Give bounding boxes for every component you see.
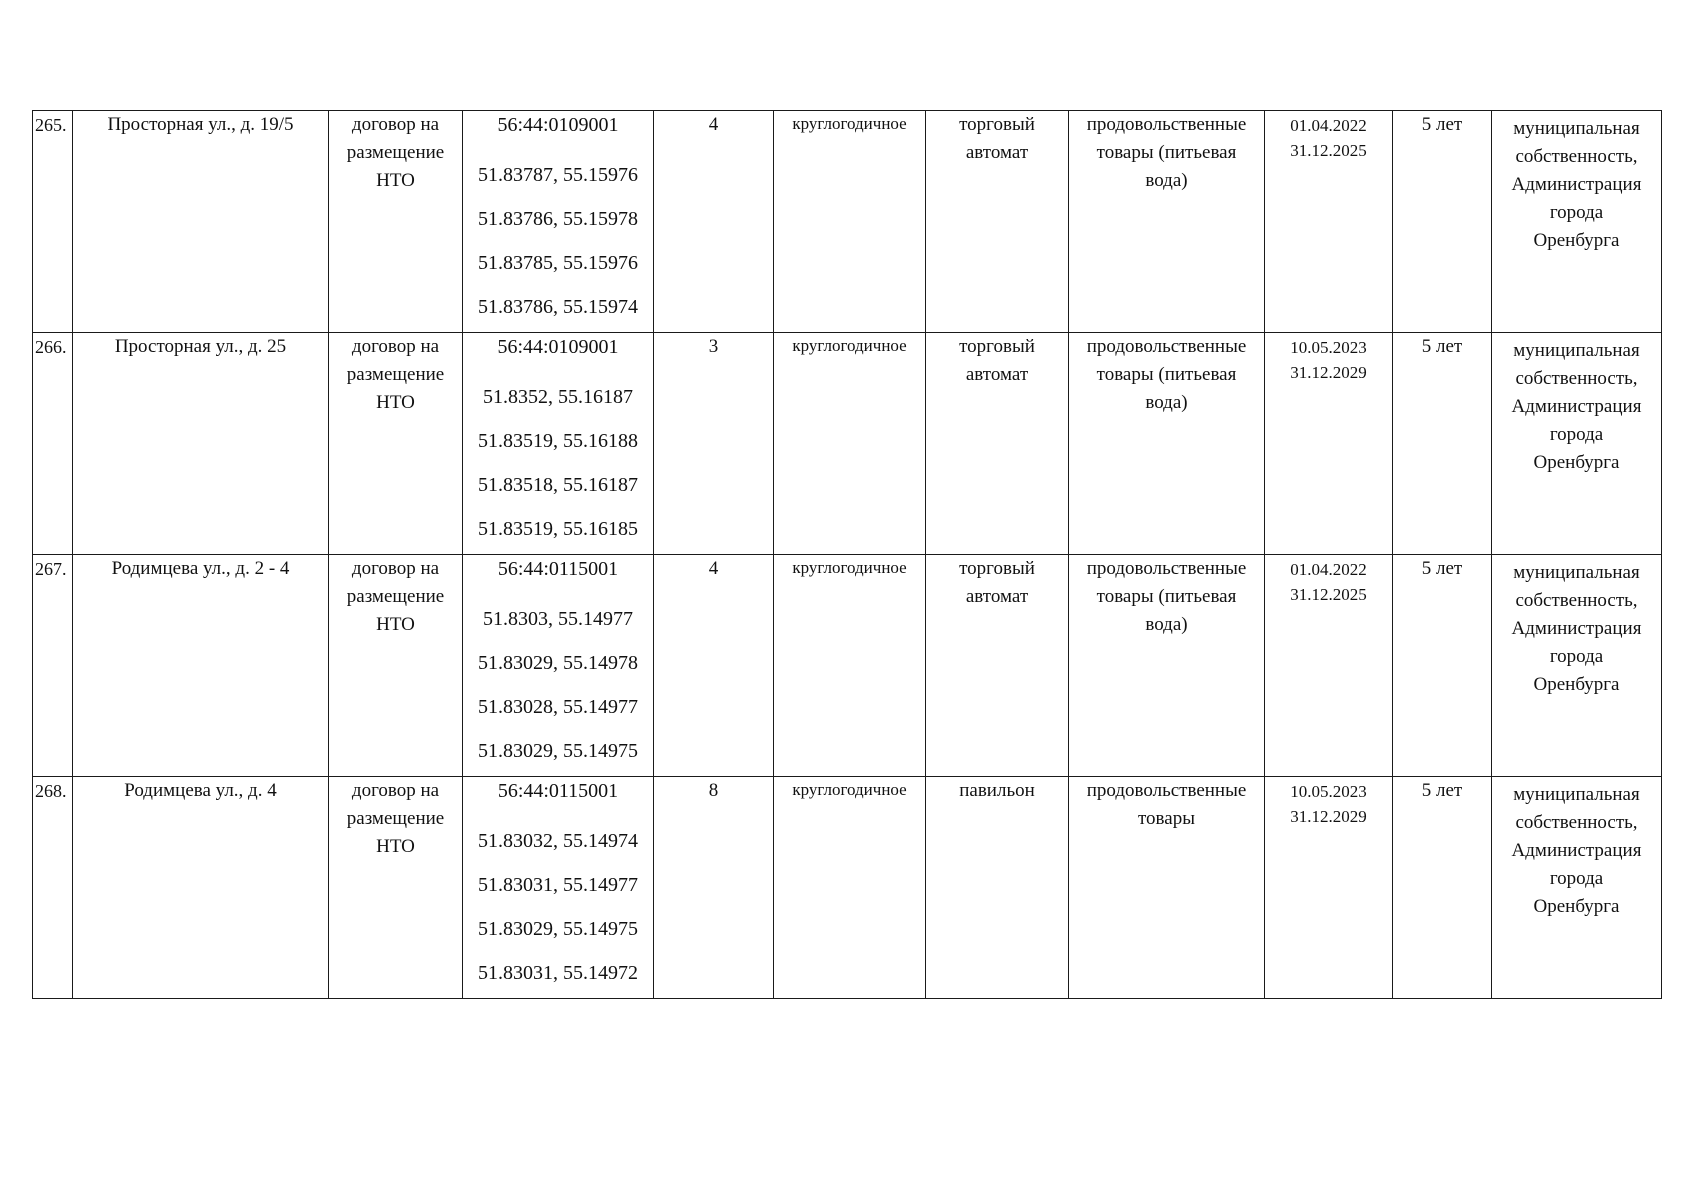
dates-cell xyxy=(1265,777,1393,999)
basis-cell xyxy=(329,111,463,333)
address-cell: Просторная ул., д. 25 xyxy=(73,333,329,555)
basis-line: размещение xyxy=(346,808,445,829)
owner-line: города xyxy=(1549,868,1604,889)
basis-line: НТО xyxy=(376,392,415,413)
owner-line: муниципальная xyxy=(1513,340,1640,361)
owner-line: муниципальная xyxy=(1513,784,1640,805)
cadastral-number: 56:44:0115001 xyxy=(497,558,619,580)
specialization-line: продовольственные xyxy=(1086,336,1247,357)
cadastral-number: 56:44:0109001 xyxy=(497,114,619,136)
period-cell: круглогодичное xyxy=(774,333,926,555)
row-number: 265. xyxy=(33,111,73,333)
specialization-cell xyxy=(1069,111,1265,333)
period-cell: круглогодичное xyxy=(774,555,926,777)
basis-cell xyxy=(329,555,463,777)
address-cell: Просторная ул., д. 19/5 xyxy=(73,111,329,333)
basis-line: НТО xyxy=(376,170,415,191)
owner-line: собственность, xyxy=(1515,368,1638,389)
coordinate-pair: 51.83519, 55.16188 xyxy=(478,430,638,452)
coordinate-pair: 51.83032, 55.14974 xyxy=(478,830,638,852)
object-type-line: торговый xyxy=(959,114,1035,135)
coordinate-pair: 51.83786, 55.15978 xyxy=(478,208,638,230)
specialization-line: товары (питьевая xyxy=(1096,586,1237,607)
owner-line: Администрация xyxy=(1511,174,1642,195)
specialization-cell xyxy=(1069,333,1265,555)
coordinates-cell xyxy=(463,555,654,777)
coordinates-cell xyxy=(463,777,654,999)
area-cell: 4 xyxy=(654,111,774,333)
specialization-cell xyxy=(1069,555,1265,777)
specialization-line: товары (питьевая xyxy=(1096,364,1237,385)
basis-line: размещение xyxy=(346,586,445,607)
owner-line: Администрация xyxy=(1511,840,1642,861)
cadastral-number: 56:44:0115001 xyxy=(497,780,619,802)
address-cell: Родимцева ул., д. 4 xyxy=(73,777,329,999)
coordinate-pair: 51.8352, 55.16187 xyxy=(483,386,633,408)
coordinate-pair: 51.83787, 55.15976 xyxy=(478,164,638,186)
object-type-line: автомат xyxy=(965,142,1029,163)
owner-cell xyxy=(1492,111,1662,333)
dates-cell xyxy=(1265,555,1393,777)
basis-line: размещение xyxy=(346,364,445,385)
owner-line: Оренбурга xyxy=(1533,230,1620,251)
table-row xyxy=(33,555,1662,777)
date-line: 31.12.2025 xyxy=(1290,585,1367,604)
object-type-line: автомат xyxy=(965,586,1029,607)
nto-placement-table xyxy=(32,110,1662,999)
object-type-cell xyxy=(926,333,1069,555)
object-type-line: павильон xyxy=(959,780,1035,801)
area-cell: 4 xyxy=(654,555,774,777)
owner-line: города xyxy=(1549,424,1604,445)
term-cell: 5 лет xyxy=(1393,777,1492,999)
owner-line: муниципальная xyxy=(1513,562,1640,583)
term-cell: 5 лет xyxy=(1393,333,1492,555)
owner-line: собственность, xyxy=(1515,812,1638,833)
table-body xyxy=(33,111,1662,999)
specialization-cell xyxy=(1069,777,1265,999)
coordinates-cell xyxy=(463,111,654,333)
basis-line: договор на xyxy=(351,558,440,579)
owner-cell xyxy=(1492,777,1662,999)
coordinate-pair: 51.83518, 55.16187 xyxy=(478,474,638,496)
term-cell: 5 лет xyxy=(1393,111,1492,333)
basis-line: НТО xyxy=(376,614,415,635)
owner-cell xyxy=(1492,333,1662,555)
specialization-line: вода) xyxy=(1145,614,1188,635)
coordinate-pair: 51.83519, 55.16185 xyxy=(478,518,638,540)
owner-line: Администрация xyxy=(1511,396,1642,417)
owner-cell xyxy=(1492,555,1662,777)
date-line: 10.05.2023 xyxy=(1290,782,1367,801)
basis-line: договор на xyxy=(351,336,440,357)
area-cell: 3 xyxy=(654,333,774,555)
owner-line: Оренбурга xyxy=(1533,896,1620,917)
document-sheet xyxy=(32,110,1662,999)
dates-cell xyxy=(1265,333,1393,555)
table-row xyxy=(33,111,1662,333)
owner-line: Оренбурга xyxy=(1533,674,1620,695)
basis-cell xyxy=(329,777,463,999)
specialization-line: продовольственные xyxy=(1086,114,1247,135)
owner-line: Администрация xyxy=(1511,618,1642,639)
specialization-line: продовольственные xyxy=(1086,558,1247,579)
specialization-line: вода) xyxy=(1145,170,1188,191)
date-line: 31.12.2029 xyxy=(1290,807,1367,826)
term-cell: 5 лет xyxy=(1393,555,1492,777)
basis-line: НТО xyxy=(376,836,415,857)
period-cell: круглогодичное xyxy=(774,111,926,333)
specialization-line: продовольственные xyxy=(1086,780,1247,801)
row-number: 268. xyxy=(33,777,73,999)
coordinate-pair: 51.83031, 55.14977 xyxy=(478,874,638,896)
owner-line: собственность, xyxy=(1515,590,1638,611)
coordinate-pair: 51.83031, 55.14972 xyxy=(478,962,638,984)
basis-line: договор на xyxy=(351,114,440,135)
coordinate-pair: 51.83029, 55.14975 xyxy=(478,740,638,762)
address-cell: Родимцева ул., д. 2 - 4 xyxy=(73,555,329,777)
object-type-line: автомат xyxy=(965,364,1029,385)
specialization-line: товары xyxy=(1138,808,1195,829)
date-line: 01.04.2022 xyxy=(1290,116,1367,135)
coordinates-cell xyxy=(463,333,654,555)
owner-line: города xyxy=(1549,646,1604,667)
coordinate-pair: 51.83029, 55.14978 xyxy=(478,652,638,674)
row-number: 267. xyxy=(33,555,73,777)
object-type-cell xyxy=(926,555,1069,777)
object-type-line: торговый xyxy=(959,558,1035,579)
owner-line: собственность, xyxy=(1515,146,1638,167)
object-type-line: торговый xyxy=(959,336,1035,357)
coordinate-pair: 51.83029, 55.14975 xyxy=(478,918,638,940)
owner-line: города xyxy=(1549,202,1604,223)
basis-line: размещение xyxy=(346,142,445,163)
object-type-cell xyxy=(926,111,1069,333)
date-line: 01.04.2022 xyxy=(1290,560,1367,579)
cadastral-number: 56:44:0109001 xyxy=(497,336,619,358)
coordinate-pair: 51.83785, 55.15976 xyxy=(478,252,638,274)
basis-cell xyxy=(329,333,463,555)
coordinate-pair: 51.83028, 55.14977 xyxy=(478,696,638,718)
date-line: 31.12.2029 xyxy=(1290,363,1367,382)
specialization-line: товары (питьевая xyxy=(1096,142,1237,163)
object-type-cell xyxy=(926,777,1069,999)
basis-line: договор на xyxy=(351,780,440,801)
area-cell: 8 xyxy=(654,777,774,999)
coordinate-pair: 51.83786, 55.15974 xyxy=(478,296,638,318)
table-row xyxy=(33,333,1662,555)
date-line: 31.12.2025 xyxy=(1290,141,1367,160)
owner-line: Оренбурга xyxy=(1533,452,1620,473)
owner-line: муниципальная xyxy=(1513,118,1640,139)
table-row xyxy=(33,777,1662,999)
period-cell: круглогодичное xyxy=(774,777,926,999)
specialization-line: вода) xyxy=(1145,392,1188,413)
coordinate-pair: 51.8303, 55.14977 xyxy=(483,608,633,630)
date-line: 10.05.2023 xyxy=(1290,338,1367,357)
dates-cell xyxy=(1265,111,1393,333)
row-number: 266. xyxy=(33,333,73,555)
